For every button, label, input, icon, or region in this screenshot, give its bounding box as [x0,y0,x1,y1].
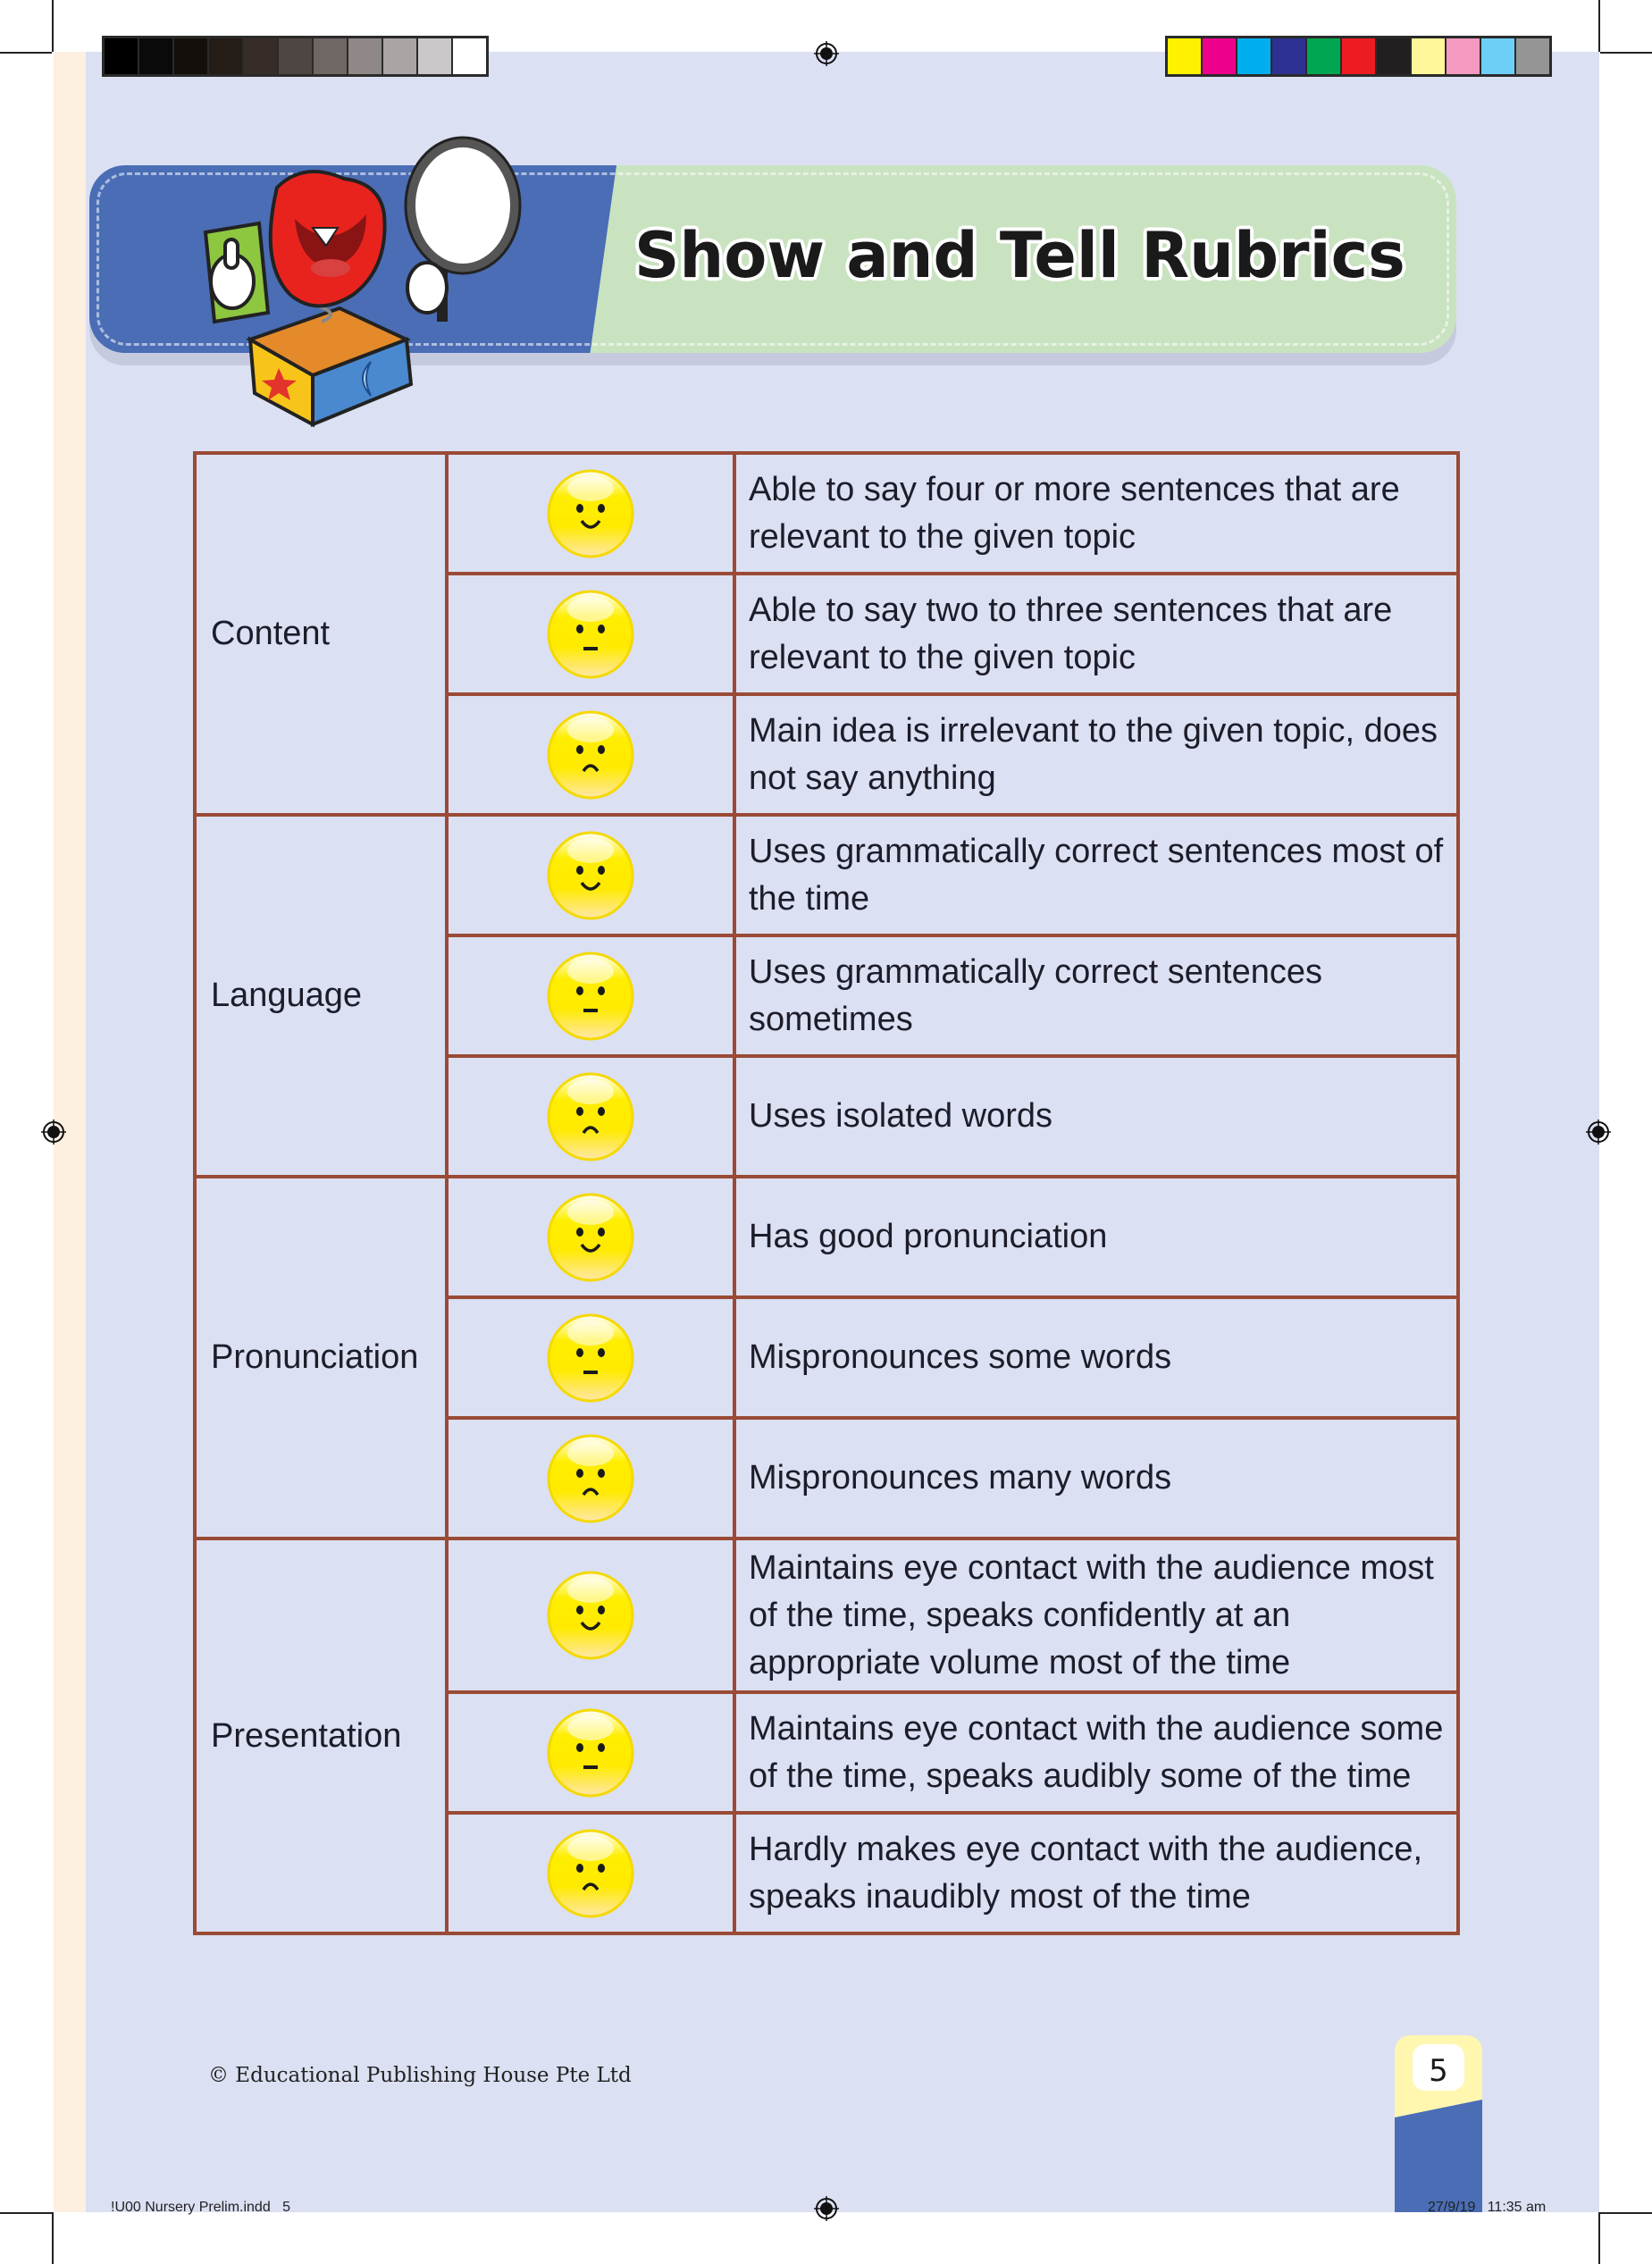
color-swatch [279,38,312,74]
print-slug-filename: !U00 Nursery Prelim.indd 5 [111,2200,290,2215]
rating-face-cell [447,1539,734,1692]
rubric-category: Content [195,453,447,815]
crop-mark [1598,2212,1600,2264]
color-swatch [453,38,486,74]
glove-holding-glass-icon [407,263,447,313]
smiley-neutral-icon [546,952,635,1041]
color-swatch [383,38,416,74]
rubric-descriptor: Maintains eye contact with the audience some of the time, speaks audibly some of the time [734,1692,1458,1813]
crop-mark [0,52,52,54]
rubric-descriptor: Has good pronunciation [734,1177,1458,1297]
toy-box-icon [250,308,411,424]
smiley-sad-icon [546,1072,635,1161]
page-title: Show and Tell Rubrics [634,219,1405,292]
color-swatch [1272,38,1305,74]
color-swatch [209,38,242,74]
registration-mark-icon [813,40,840,67]
crop-mark [1600,52,1652,54]
smiley-neutral-icon [546,1708,635,1798]
rubric-descriptor: Able to say two to three sentences that are relevant to the given topic [734,574,1458,694]
rubric-descriptor: Main idea is irrelevant to the given topic, does not say anything [734,694,1458,815]
rubric-row [195,1177,1458,1297]
rating-face-cell [447,1813,734,1933]
color-swatch [314,38,347,74]
rubric-descriptor: Uses isolated words [734,1056,1458,1177]
rubric-descriptor: Uses grammatically correct sentences sometimes [734,935,1458,1056]
rating-face-cell [447,694,734,815]
registration-mark-icon [813,2195,840,2222]
color-swatch [139,38,172,74]
color-swatch [1237,38,1270,74]
rubric-descriptor: Maintains eye contact with the audience most of the time, speaks confidently at an appropriate volume most of the time [734,1539,1458,1692]
rubric-category: Language [195,815,447,1177]
color-swatch [1447,38,1480,74]
color-swatch [1342,38,1375,74]
jack-in-the-box-mascot-icon [197,134,572,429]
smiley-happy-icon [546,469,635,558]
page-number: 5 [1429,2053,1448,2089]
registration-mark-icon [40,1119,67,1145]
rating-face-cell [447,453,734,574]
smiley-happy-icon [546,831,635,920]
color-swatch [105,38,138,74]
copyright-notice: © Educational Publishing House Pte Ltd [208,2064,632,2087]
rating-face-cell [447,815,734,935]
rubric-category: Pronunciation [195,1177,447,1539]
smiley-neutral-icon [546,1313,635,1403]
rubric-category: Presentation [195,1539,447,1933]
rubric-descriptor: Mispronounces many words [734,1418,1458,1539]
color-swatch [1203,38,1236,74]
crop-mark [52,2212,54,2264]
rubric-descriptor: Hardly makes eye contact with the audience, speaks inaudibly most of the time [734,1813,1458,1933]
rating-face-cell [447,1177,734,1297]
smiley-neutral-icon [546,590,635,679]
print-slug-timestamp: 27/9/19 11:35 am [1428,2200,1547,2215]
rubric-row [195,1539,1458,1692]
rating-face-cell [447,1297,734,1418]
crop-mark [1598,0,1600,52]
crop-mark [52,0,54,52]
rubric-table [193,451,1460,1935]
process-color-bar [1165,36,1552,77]
grayscale-color-bar [102,36,489,77]
rubric-descriptor: Uses grammatically correct sentences most of the time [734,815,1458,935]
smiley-sad-icon [546,710,635,800]
rating-face-cell [447,1056,734,1177]
color-swatch [348,38,382,74]
rubric-descriptor: Mispronounces some words [734,1297,1458,1418]
color-swatch [1168,38,1201,74]
color-swatch [1481,38,1514,74]
smiley-happy-icon [546,1193,635,1282]
rubric-row [195,453,1458,574]
crop-mark [1600,2212,1652,2214]
page-number-tab [1395,2035,1482,2212]
color-swatch [1516,38,1549,74]
rubric-descriptor: Able to say four or more sentences that are relevant to the given topic [734,453,1458,574]
color-swatch [174,38,207,74]
color-swatch [244,38,277,74]
smiley-sad-icon [546,1829,635,1918]
red-mouth-character-icon [271,172,385,306]
registration-mark-icon [1585,1119,1612,1145]
color-swatch [1307,38,1340,74]
rating-face-cell [447,574,734,694]
rubric-row [195,815,1458,935]
color-swatch [418,38,451,74]
color-swatch [1377,38,1410,74]
rating-face-cell [447,1692,734,1813]
color-swatch [1412,38,1445,74]
rating-face-cell [447,1418,734,1539]
rating-face-cell [447,935,734,1056]
smiley-happy-icon [546,1571,635,1660]
smiley-sad-icon [546,1434,635,1523]
crop-mark [0,2212,52,2214]
